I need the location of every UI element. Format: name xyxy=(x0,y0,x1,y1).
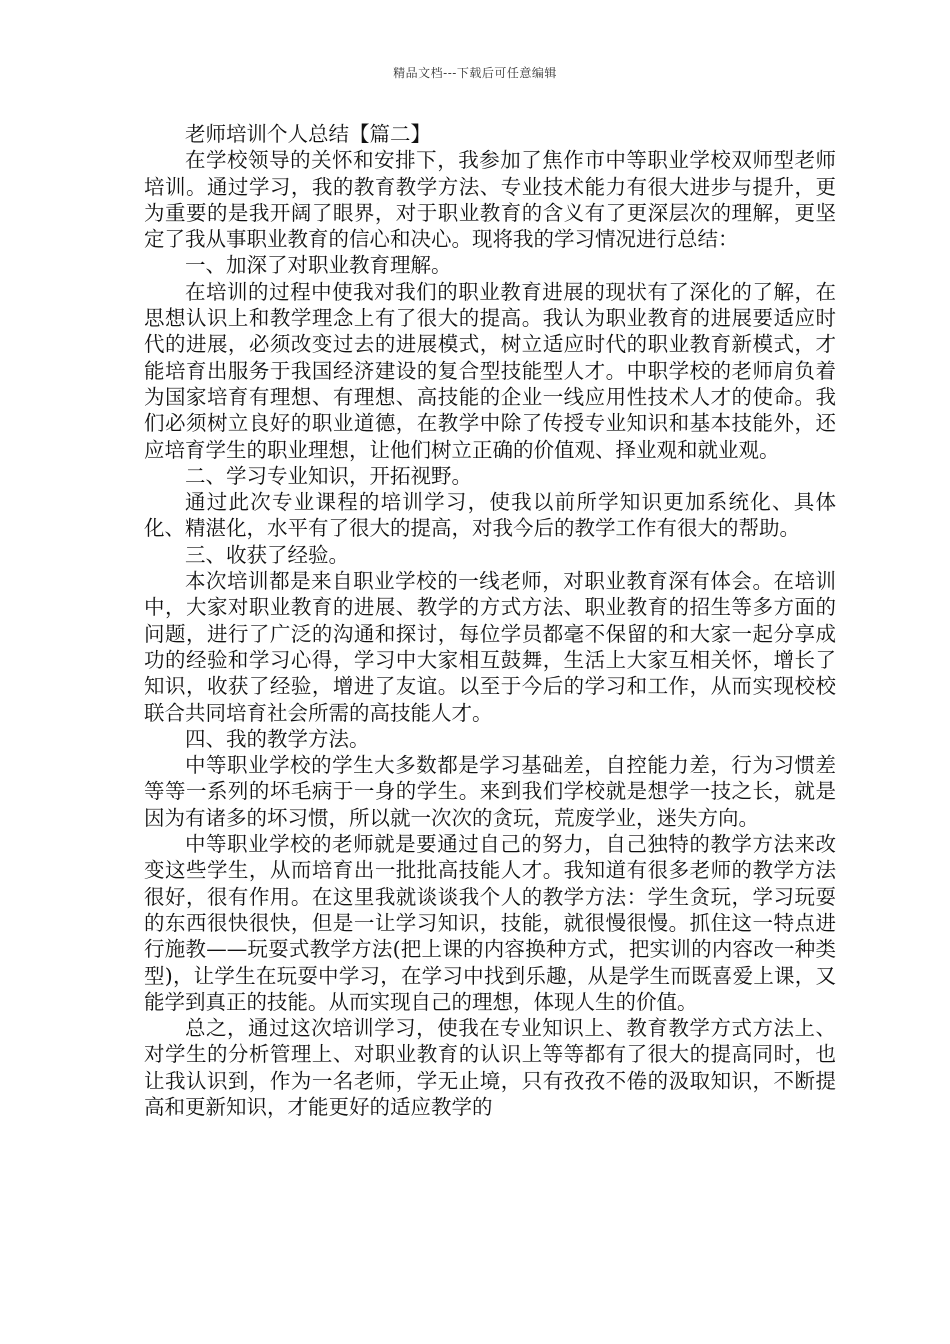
document-title: 老师培训个人总结【篇二】 xyxy=(185,122,431,146)
paragraph-intro: 在学校领导的关怀和安排下，我参加了焦作市中等职业学校双师型老师培训。通过学习，我的教育教学方法、专业技术能力有很大进步与提升，更为重要的是我开阔了眼界，对于职业教育的含义有了更深层次的理解，更坚定了我从事职业教育的信心和决心。现将我的学习情况进行总结： xyxy=(144,148,836,252)
paragraph-section-4b: 中等职业学校的老师就是要通过自己的努力，自己独特的教学方法来改变这些学生，从而培育出一批批高技能人才。我知道有很多老师的教学方法很好，很有作用。在这里我就谈谈我个人的教学方法：学生贪玩，学习玩耍的东西很快很快，但是一让学习知识，技能，就很慢很慢。抓住这一特点进行施教——玩耍式教学方法(把上课的内容换种方式，把实训的内容改一种类型)，让学生在玩耍中学习，在学习中找到乐趣，从是学生而既喜爱上课，又能学到真正的技能。从而实现自己的理想，体现人生的价值。 xyxy=(144,832,836,1014)
paragraph-section-2: 通过此次专业课程的培训学习，使我以前所学知识更加系统化、具体化、精湛化，水平有了很大的提高，对我今后的教学工作有很大的帮助。 xyxy=(144,490,836,541)
section-heading-3: 三、收获了经验。 xyxy=(185,542,349,567)
document-body xyxy=(144,121,836,1120)
paragraph-conclusion: 总之，通过这次培训学习，使我在专业知识上、教育教学方式方法上、对学生的分析管理上、对职业教育的认识上等等都有了很大的提高同时，也让我认识到，作为一名老师，学无止境，只有孜孜不倦的汲取知识，不断提高和更新知识，才能更好的适应教学的 xyxy=(144,1016,836,1119)
paragraph-section-1: 在培训的过程中使我对我们的职业教育进展的现状有了深化的了解，在思想认识上和教学理念上有了很大的提高。我认为职业教育的进展要适应时代的进展，必须改变过去的进展模式，树立适应时代的职业教育新模式，才能培育出服务于我国经济建设的复合型技能型人才。中职学校的老师肩负着为国家培育有理想、有理想、高技能的企业一线应用性技术人才的使命。我们必须树立良好的职业道德，在教学中除了传授专业知识和基本技能外，还应培育学生的职业理想，让他们树立正确的价值观、择业观和就业观。 xyxy=(144,279,836,462)
section-heading-1: 一、加深了对职业教育理解。 xyxy=(185,253,452,278)
section-heading-2: 二、学习专业知识，开拓视野。 xyxy=(185,463,472,488)
paragraph-section-3: 本次培训都是来自职业学校的一线老师，对职业教育深有体会。在培训中，大家对职业教育的进展、教学的方式方法、职业教育的招生等多方面的问题，进行了广泛的沟通和探讨，每位学员都毫不保留的和大家一起分享成功的经验和学习心得，学习中大家相互鼓舞，生活上大家互相关怀，增长了知识，收获了经验，增进了友谊。以至于今后的学习和工作，从而实现校校联合共同培育社会所需的高技能人才。 xyxy=(144,569,836,725)
page-header: 精品文档---下载后可任意编辑 xyxy=(393,66,557,80)
section-heading-4: 四、我的教学方法。 xyxy=(185,726,370,751)
paragraph-section-4a: 中等职业学校的学生大多数都是学习基础差，自控能力差，行为习惯差等等一系列的坏毛病于一身的学生。来到我们学校就是想学一技之长，就是因为有诸多的坏习惯，所以就一次次的贪玩，荒废学业，迷失方向。 xyxy=(144,753,836,830)
